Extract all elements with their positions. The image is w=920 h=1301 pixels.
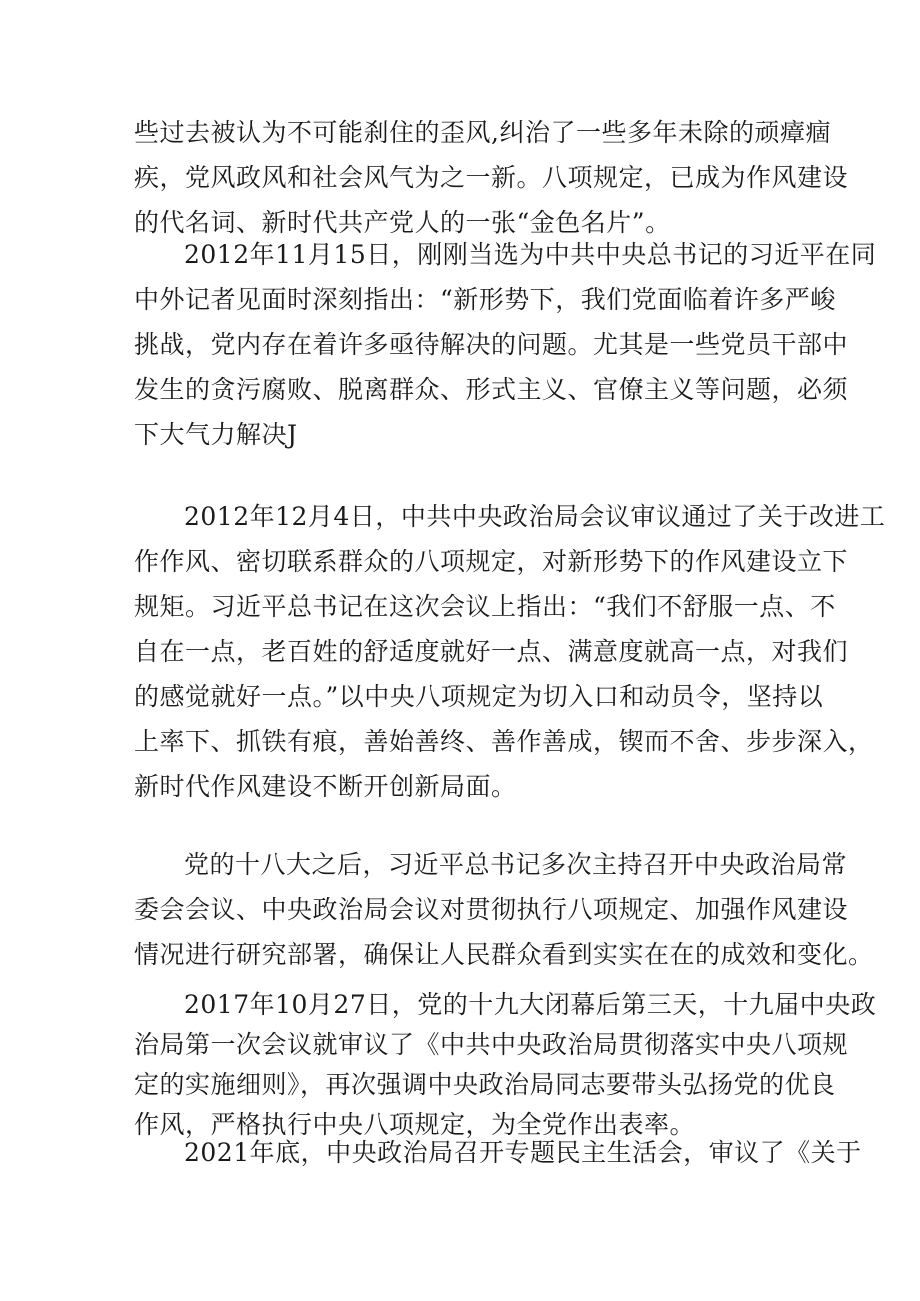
text-line: 挑战，党内存在着许多亟待解决的问题。尤其是一些党员干部中 — [134, 330, 849, 359]
text-line: 中外记者见面时深刻指出：“新形势下，我们党面临着许多严峻 — [134, 285, 836, 314]
text-line: 下大气力解决J — [134, 420, 298, 449]
paragraph-4 — [134, 842, 874, 977]
paragraph-2 — [134, 232, 877, 457]
text-line: 2017年10月27日，党的十九大闭幕后第三天，十九届中央政 — [184, 990, 877, 1019]
text-line: 上率下、抓铁有痕，善始善终、善作善成，锲而不舍、步步深入， — [134, 727, 874, 756]
paragraph-1 — [134, 110, 849, 245]
paragraph-3 — [134, 494, 886, 809]
text-line: 规矩。习近平总书记在这次会议上指出：“我们不舒服一点、不 — [134, 592, 836, 621]
text-line: 的感觉就好一点。”以中央八项规定为切入口和动员令，坚持以 — [134, 682, 824, 711]
text-line: 疾，党风政风和社会风气为之一新。八项规定，已成为作风建设 — [134, 163, 849, 192]
text-line: 2012年12月4日，中共中央政治局会议审议通过了关于改进工 — [184, 502, 886, 531]
text-line: 的代名词、新时代共产党人的一张“金色名片”。 — [134, 208, 671, 237]
text-line: 2021年底，中央政治局召开专题民主生活会，审议了《关于 — [184, 1138, 862, 1167]
paragraph-6 — [134, 1130, 862, 1175]
text-line: 些过去被认为不可能刹住的歪风,纠治了一些多年未除的顽瘴痼 — [134, 118, 831, 147]
text-line: 党的十八大之后，习近平总书记多次主持召开中央政治局常 — [184, 850, 848, 879]
text-line: 治局第一次会议就审议了《中共中央政治局贯彻落实中央八项规 — [134, 1030, 849, 1059]
text-line: 委会会议、中央政治局会议对贯彻执行八项规定、加强作风建设 — [134, 895, 849, 924]
text-line: 自在一点，老百姓的舒适度就好一点、满意度就高一点，对我们 — [134, 637, 849, 666]
paragraph-5 — [134, 985, 877, 1145]
text-line: 定的实施细则》，再次强调中央政治局同志要带头弘扬党的优良 — [134, 1070, 836, 1099]
text-line: 2012年11月15日，刚刚当选为中共中央总书记的习近平在同 — [184, 240, 877, 269]
text-line: 作作风、密切联系群众的八项规定，对新形势下的作风建设立下 — [134, 547, 849, 576]
text-line: 情况进行研究部署，确保让人民群众看到实实在在的成效和变化。 — [134, 940, 874, 969]
text-line: 新时代作风建设不断开创新局面。 — [134, 772, 517, 801]
text-line: 作风，严格执行中央八项规定，为全党作出表率。 — [134, 1110, 696, 1139]
text-line: 发生的贪污腐败、脱离群众、形式主义、官僚主义等问题，必须 — [134, 375, 849, 404]
